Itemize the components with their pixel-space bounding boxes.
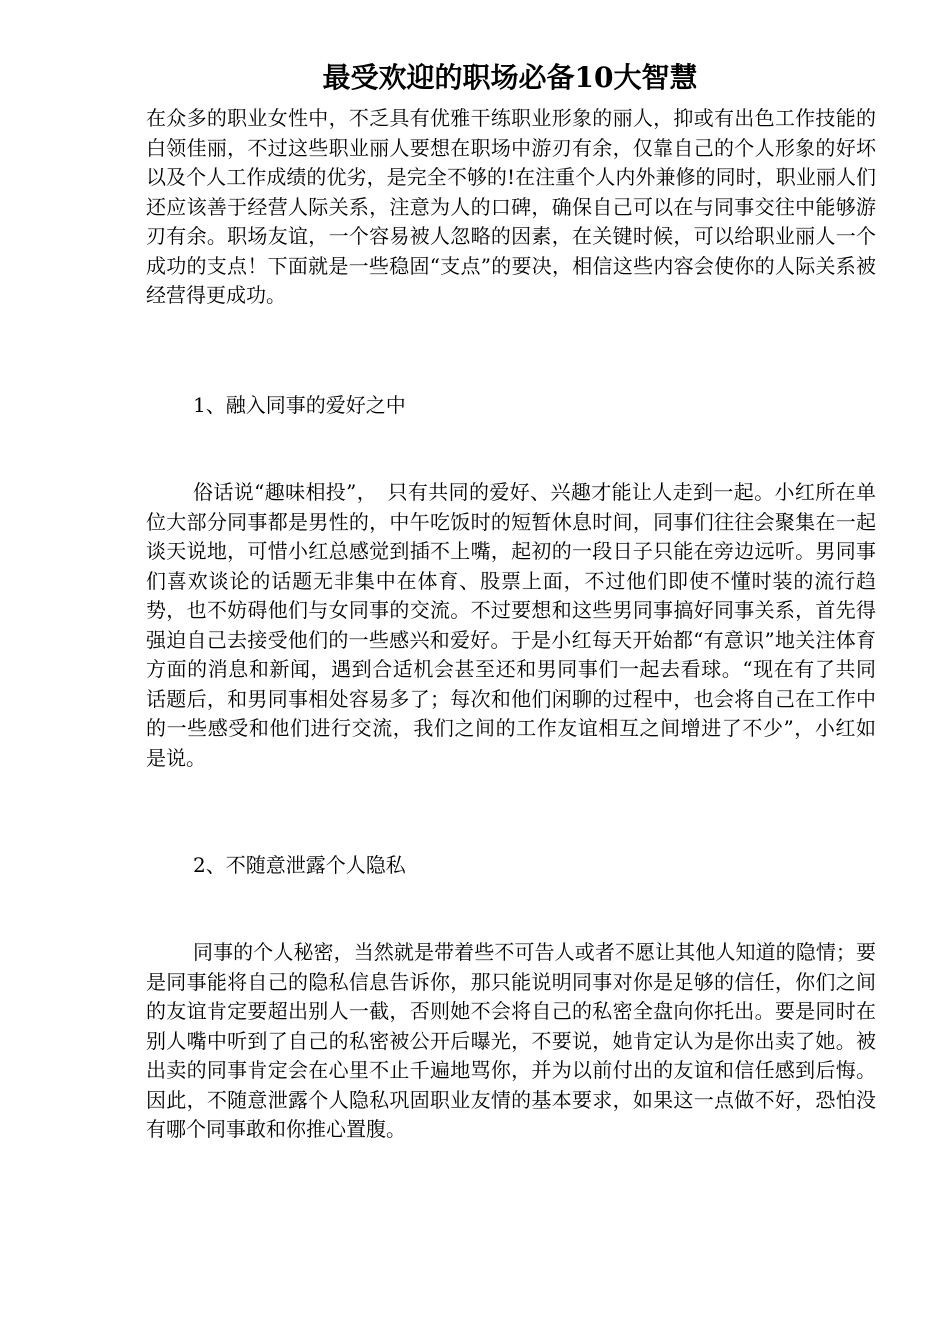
section-heading-2: 2、不随意泄露个人隐私 <box>193 853 406 877</box>
section-paragraph-1: 俗话说“趣味相投”， 只有共同的爱好、兴趣才能让人走到一起。小红所在单位大部分同事都是男性的，中午吃饭时的短暂休息时间，同事们往往会聚集在一起谈天说地，可惜小红总感觉到插不上嘴，起初的一段日子只能在旁边远听。男同事们喜欢谈论的话题无非集中在体育、股票上面，不过他们即使不懂时装的流行趋势，也不妨碍他们与女同事的交流。不过要想和这些男同事搞好同事关系，首先得强迫自己去接受他们的一些感兴和爱好。于是小红每天开始都“有意识”地关注体育方面的消息和新闻，遇到合适机会甚至还和男同事们一起去看球。“现在有了共同话题后，和男同事相处容易多了；每次和他们闲聊的过程中，也会将自己在工作中的一些感受和他们进行交流，我们之间的工作友谊相互之间增进了不少”，小红如是说。 <box>146 480 876 770</box>
intro-paragraph: 在众多的职业女性中，不乏具有优雅干练职业形象的丽人，抑或有出色工作技能的白领佳丽，不过这些职业丽人要想在职场中游刃有余，仅靠自己的个人形象的好坏以及个人工作成绩的优劣，是完全不够的!在注重个人内外兼修的同时，职业丽人们还应该善于经营人际关系，注意为人的口碑，确保自己可以在与同事交往中能够游刃有余。职场友谊，一个容易被人忽略的因素，在关键时候，可以给职业丽人一个成功的支点！下面就是一些稳固“支点”的要决，相信这些内容会使你的人际关系被经营得更成功。 <box>146 106 876 307</box>
section-paragraph-2: 同事的个人秘密，当然就是带着些不可告人或者不愿让其他人知道的隐情；要是同事能将自己的隐私信息告诉你，那只能说明同事对你是足够的信任，你们之间的友谊肯定要超出别人一截，否则她不会将自己的私密全盘向你托出。要是同时在别人嘴中听到了自己的私密被公开后曝光，不要说，她肯定认为是你出卖了她。被出卖的同事肯定会在心里不止千遍地骂你，并为以前付出的友谊和信任感到后悔。因此，不随意泄露个人隐私巩固职业友情的基本要求，如果这一点做不好，恐怕没有哪个同事敢和你推心置腹。 <box>146 940 876 1141</box>
section-heading-1: 1、融入同事的爱好之中 <box>193 393 406 417</box>
document-title: 最受欢迎的职场必备10大智慧 <box>322 61 698 94</box>
